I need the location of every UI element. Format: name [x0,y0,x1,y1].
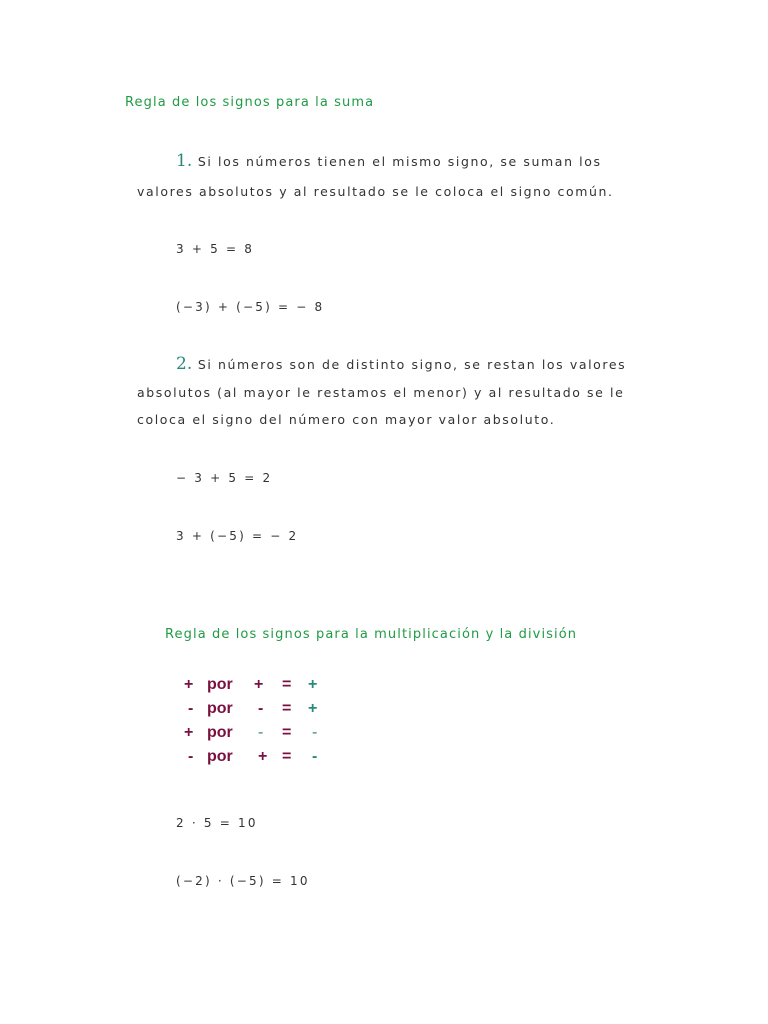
sign-rule-row [176,700,376,724]
rule-2-number: 2. [176,354,193,374]
sign-rule-row [176,724,376,748]
second-sign: + [254,676,264,693]
equals-sign: = [282,748,292,765]
result-sign: + [308,676,318,693]
rule-2-first-line [176,354,626,374]
por-label: por [207,748,233,765]
rule-1-second-line: valores absolutos y al resultado se le coloca el signo común. [137,184,614,199]
first-sign: + [184,676,194,693]
equals-sign: = [282,700,292,717]
multiplication-example: 2 · 5 = 10 [176,816,258,830]
first-sign: + [184,724,194,741]
por-label: por [207,724,233,741]
sign-rule-row [176,676,376,700]
sum-rule-heading: Regla de los signos para la suma [125,95,375,110]
sum-example: 3 + 5 = 8 [176,242,255,256]
multiplication-rule-heading: Regla de los signos para la multiplicación y la división [165,627,578,642]
por-label: por [207,700,233,717]
first-sign: - [188,748,194,765]
first-sign: - [188,700,194,717]
equals-sign: = [282,724,292,741]
rule-1-number: 1. [176,151,193,171]
result-sign: + [308,700,318,717]
result-sign: - [312,724,318,741]
sum-example: − 3 + 5 = 2 [176,471,273,485]
equals-sign: = [282,676,292,693]
rule-1-text: Si los números tienen el mismo signo, se suman los [197,154,602,169]
rule-2-second-line: absolutos (al mayor le restamos el menor) y al resultado se le [137,385,625,400]
sum-example: (−3) + (−5) = − 8 [176,300,325,314]
por-label: por [207,676,233,693]
rule-2-text: Si números son de distinto signo, se restan los valores [197,357,627,372]
second-sign: - [258,700,264,717]
result-sign: - [312,748,318,765]
sum-example: 3 + (−5) = − 2 [176,529,299,543]
rule-2-third-line: coloca el signo del número con mayor valor absoluto. [137,412,556,427]
multiplication-example: (−2) · (−5) = 10 [176,874,310,888]
second-sign: + [258,748,268,765]
rule-1-first-line [176,151,602,171]
sign-rule-row [176,748,376,772]
second-sign: - [258,724,264,741]
